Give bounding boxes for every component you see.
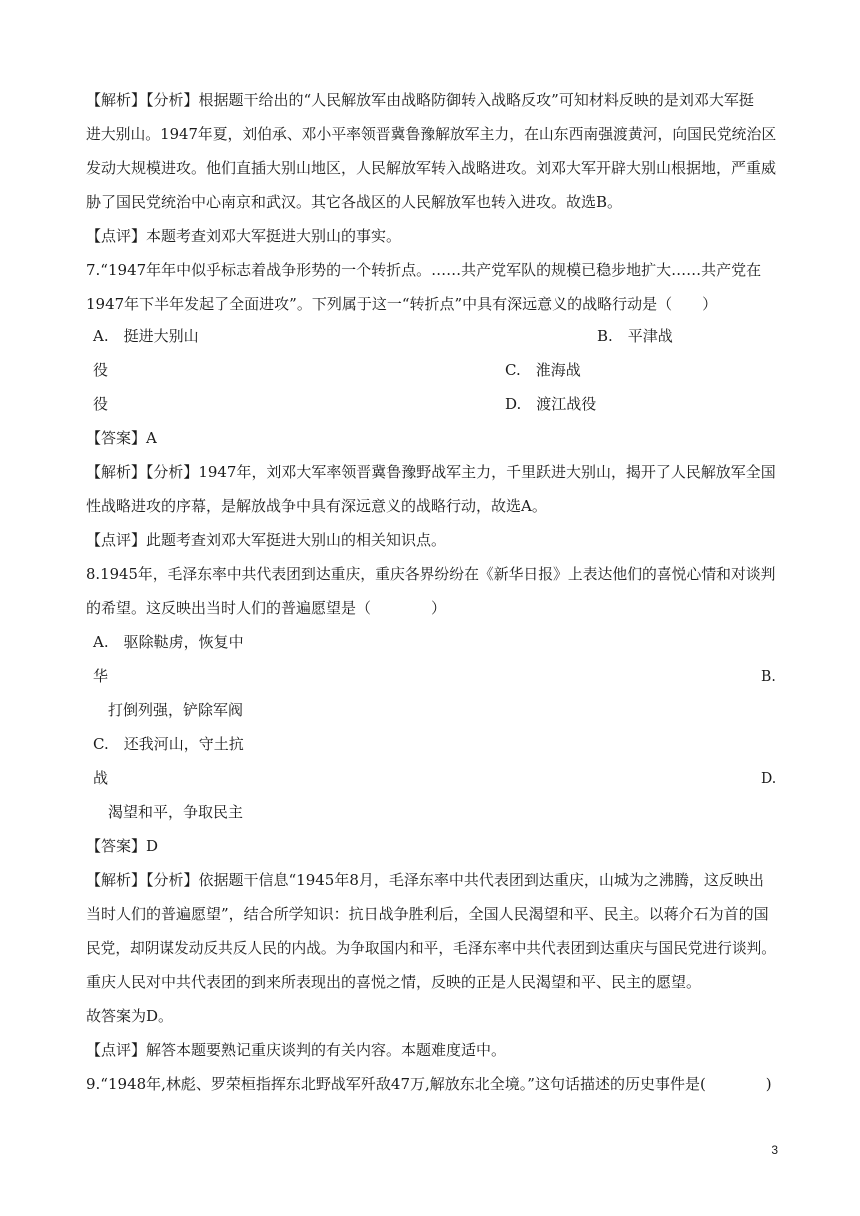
option-c: C. 淮海战 bbox=[505, 361, 581, 379]
option-b-letter: B. bbox=[761, 667, 776, 685]
text-line: 性战略进攻的序幕，是解放战争中具有深远意义的战略行动，故选A。 bbox=[86, 497, 547, 515]
text-line: 进大别山。1947年夏，刘伯承、邓小平率领晋冀鲁豫解放军主力，在山东西南强渡黄河，向国民党统治区 bbox=[86, 125, 777, 143]
text-line: 民党，却阴谋发动反共反人民的内战。为争取国内和平，毛泽东率中共代表团到达重庆与国民党进行谈判。 bbox=[86, 939, 776, 957]
question-7: 7.“1947年年中似乎标志着战争形势的一个转折点。……共产党军队的规模已稳步地扩大……共产党在 bbox=[86, 261, 762, 279]
answer: 【答案】A bbox=[86, 429, 157, 447]
text-line: 的希望。这反映出当时人们的普遍愿望是（ ） bbox=[86, 599, 447, 617]
text-line: 故答案为D。 bbox=[86, 1007, 174, 1025]
text-line: 【解析】【分析】依据题干信息“1945年8月，毛泽东率中共代表团到达重庆，山城为之沸腾，这反映出 bbox=[86, 871, 764, 889]
option-c: C. 还我河山，守土抗 bbox=[93, 735, 244, 753]
option-a: A. 挺进大别山 bbox=[93, 327, 199, 345]
text-line: 发动大规模进攻。他们直插大别山地区，人民解放军转入战略进攻。刘邓大军开辟大别山根据地，严重威 bbox=[86, 159, 777, 177]
text-line: 重庆人民对中共代表团的到来所表现出的喜悦之情，反映的正是人民渴望和平、民主的愿望。 bbox=[86, 973, 702, 991]
option-b-wrap: 役 bbox=[93, 361, 109, 379]
text-line: 【点评】解答本题要熟记重庆谈判的有关内容。本题难度适中。 bbox=[86, 1041, 507, 1059]
option-d-letter: D. bbox=[761, 769, 777, 787]
option-c-wrap: 役 bbox=[93, 395, 109, 413]
option-a-wrap: 华 bbox=[93, 667, 109, 685]
text-line: 【点评】此题考查刘邓大军挺进大别山的相关知识点。 bbox=[86, 531, 447, 549]
question-9: 9.“1948年,林彪、罗荣桓指挥东北野战军歼敌47万,解放东北全境。”这句话描述的历史事件是( ) bbox=[86, 1075, 772, 1093]
page-number: 3 bbox=[771, 1143, 778, 1157]
text-line: 胁了国民党统治中心南京和武汉。其它各战区的人民解放军也转入进攻。故选B。 bbox=[86, 193, 623, 211]
text-line: 【解析】【分析】1947年，刘邓大军率领晋冀鲁豫野战军主力，千里跃进大别山，揭开了人民解放军全国 bbox=[86, 463, 776, 481]
answer: 【答案】D bbox=[86, 837, 159, 855]
option-d: D. 渡江战役 bbox=[505, 395, 597, 413]
option-c-wrap: 战 bbox=[93, 769, 109, 787]
text-line: 1947年下半年发起了全面进攻”。下列属于这一“转折点”中具有深远意义的战略行动是（ ） bbox=[86, 295, 718, 313]
option-d: 渴望和平，争取民主 bbox=[108, 803, 244, 821]
option-a: A. 驱除鞑虏，恢复中 bbox=[93, 633, 244, 651]
option-b: 打倒列强，铲除军阀 bbox=[108, 701, 244, 719]
option-b: B. 平津战 bbox=[597, 327, 673, 345]
text-line: 【解析】【分析】根据题干给出的“人民解放军由战略防御转入战略反攻”可知材料反映的是刘邓大军挺 bbox=[86, 91, 754, 109]
text-line: 【点评】本题考查刘邓大军挺进大别山的事实。 bbox=[86, 227, 402, 245]
question-8: 8.1945年，毛泽东率中共代表团到达重庆，重庆各界纷纷在《新华日报》上表达他们的喜悦心情和对谈判 bbox=[86, 565, 776, 583]
text-line: 当时人们的普遍愿望”，结合所学知识：抗日战争胜利后，全国人民渴望和平、民主。以蒋介石为首的国 bbox=[86, 905, 769, 923]
